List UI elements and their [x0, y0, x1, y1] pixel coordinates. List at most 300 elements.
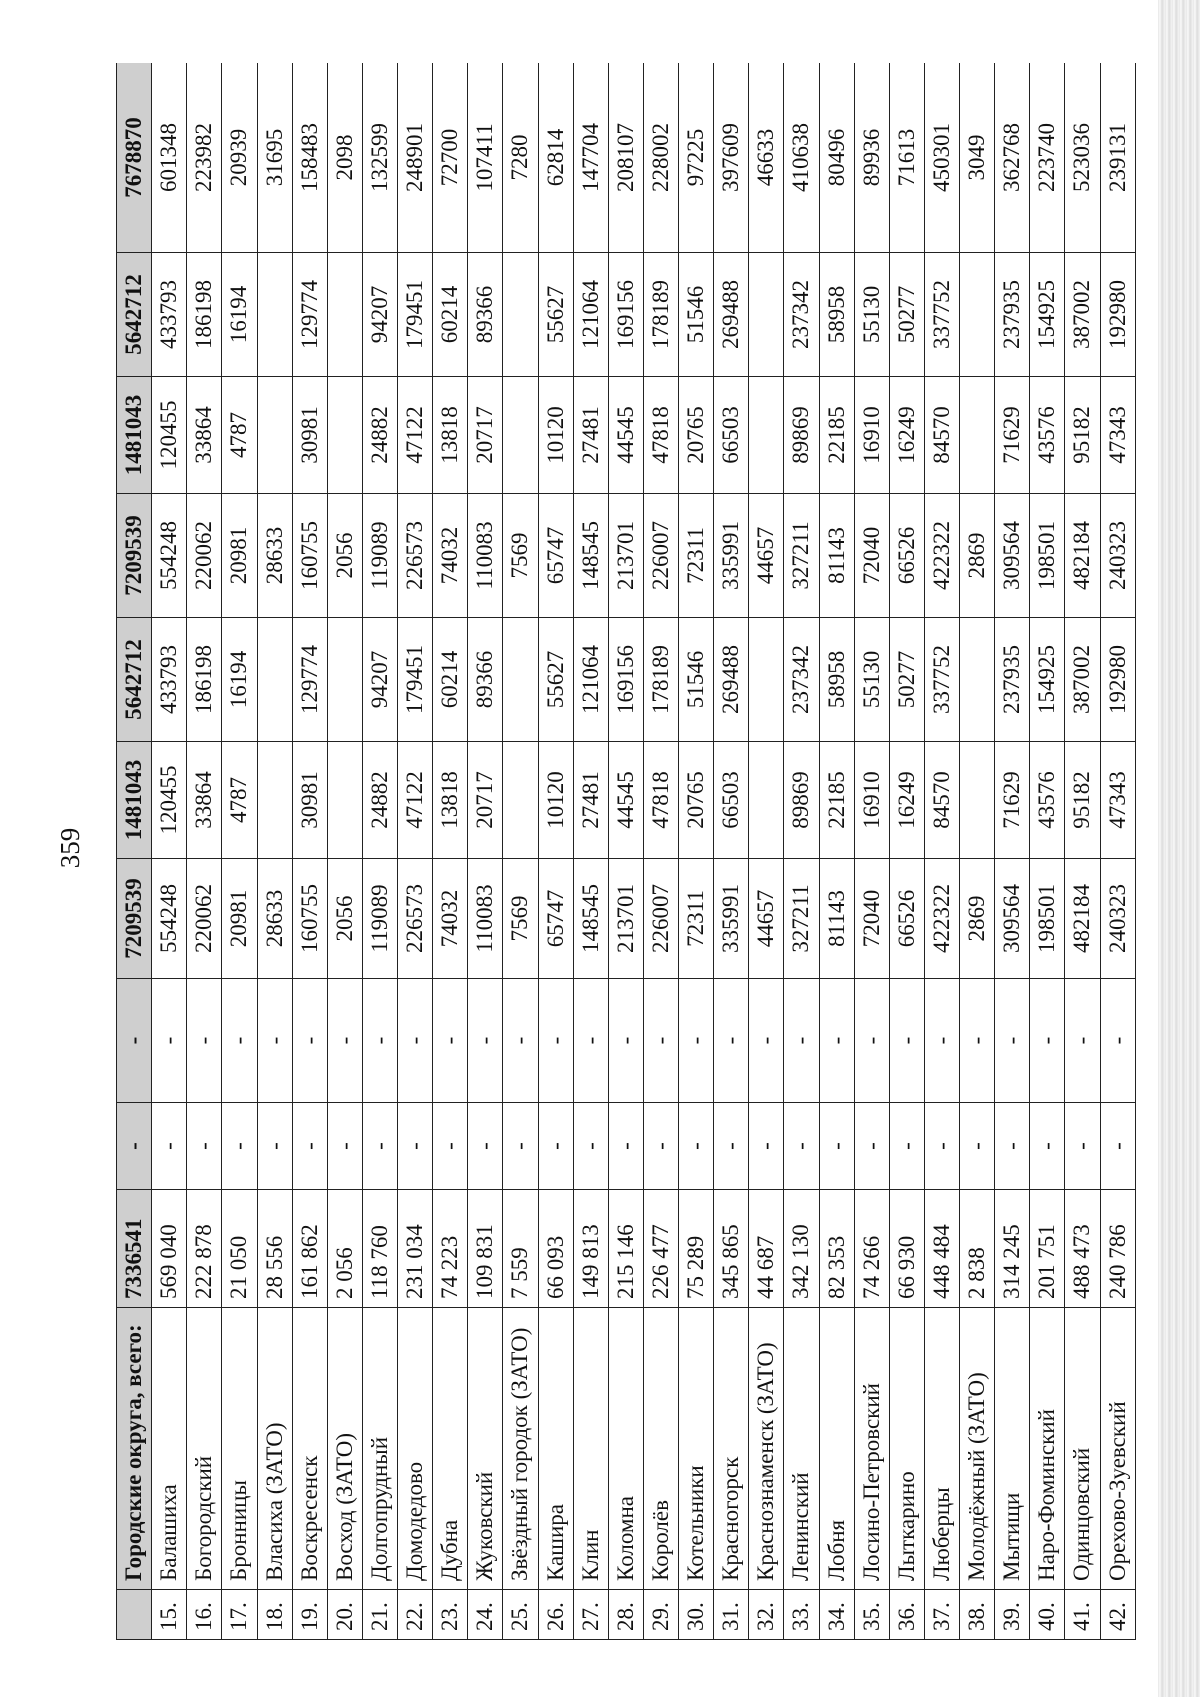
district-name: Власиха (ЗАТО)	[257, 1308, 292, 1590]
district-name: Балашиха	[152, 1308, 187, 1590]
table-row	[889, 63, 924, 1640]
dash-cell: -	[222, 1103, 257, 1190]
district-name: Воскресенск	[292, 1308, 327, 1590]
row-number: 40.	[1030, 1590, 1065, 1640]
value-cell: 2056	[327, 859, 362, 979]
dash-cell: -	[398, 979, 433, 1103]
dash-cell: -	[960, 979, 995, 1103]
population: 222 878	[187, 1190, 222, 1308]
dash-cell: -	[327, 1103, 362, 1190]
dash-cell: -	[152, 979, 187, 1103]
dash-cell: -	[819, 1103, 854, 1190]
value-cell: 208107	[608, 63, 643, 253]
value-cell: 28633	[257, 494, 292, 618]
value-cell: 179451	[398, 253, 433, 377]
value-cell	[960, 377, 995, 494]
value-cell: 50277	[889, 618, 924, 742]
dash-cell: -	[854, 1103, 889, 1190]
value-cell: 248901	[398, 63, 433, 253]
value-cell: 27481	[573, 377, 608, 494]
value-cell: 20717	[468, 377, 503, 494]
value-cell: 213701	[608, 859, 643, 979]
dash-cell: -	[573, 979, 608, 1103]
row-number: 41.	[1065, 1590, 1100, 1640]
value-cell: 223982	[187, 63, 222, 253]
value-cell: 28633	[257, 859, 292, 979]
population: 7 559	[503, 1190, 538, 1308]
value-cell: 362768	[995, 63, 1030, 253]
district-name: Коломна	[608, 1308, 643, 1590]
dash-cell: -	[152, 1103, 187, 1190]
header-cell-value: 1481043	[117, 377, 152, 494]
dash-cell: -	[398, 1103, 433, 1190]
value-cell: 30981	[292, 377, 327, 494]
value-cell: 58958	[819, 253, 854, 377]
dash-cell: -	[1030, 979, 1065, 1103]
district-name: Восход (ЗАТО)	[327, 1308, 362, 1590]
value-cell: 84570	[924, 377, 959, 494]
table-row	[573, 63, 608, 1640]
population: 21 050	[222, 1190, 257, 1308]
value-cell: 22185	[819, 377, 854, 494]
value-cell: 16194	[222, 253, 257, 377]
table-row	[398, 63, 433, 1640]
value-cell: 198501	[1030, 859, 1065, 979]
value-cell	[749, 377, 784, 494]
district-name: Долгопрудный	[362, 1308, 397, 1590]
table-row	[749, 63, 784, 1640]
dash-cell: -	[362, 1103, 397, 1190]
value-cell: 44657	[749, 859, 784, 979]
value-cell: 178189	[643, 618, 678, 742]
population: 215 146	[608, 1190, 643, 1308]
value-cell: 3049	[960, 63, 995, 253]
value-cell: 16910	[854, 377, 889, 494]
district-name: Королёв	[643, 1308, 678, 1590]
value-cell: 129774	[292, 618, 327, 742]
value-cell: 554248	[152, 859, 187, 979]
row-number: 19.	[292, 1590, 327, 1640]
value-cell: 450301	[924, 63, 959, 253]
value-cell: 7280	[503, 63, 538, 253]
value-cell	[503, 377, 538, 494]
value-cell: 148545	[573, 859, 608, 979]
table-row	[538, 63, 573, 1640]
value-cell: 213701	[608, 494, 643, 618]
dash-cell: -	[1100, 1103, 1136, 1190]
dash-cell: -	[187, 979, 222, 1103]
value-cell: 147704	[573, 63, 608, 253]
value-cell: 2098	[327, 63, 362, 253]
header-cell-num	[117, 1590, 152, 1640]
value-cell: 20981	[222, 494, 257, 618]
value-cell: 81143	[819, 859, 854, 979]
value-cell: 223740	[1030, 63, 1065, 253]
population: 226 477	[643, 1190, 678, 1308]
row-number: 22.	[398, 1590, 433, 1640]
table-row	[819, 63, 854, 1640]
value-cell: 27481	[573, 742, 608, 859]
row-number: 23.	[433, 1590, 468, 1640]
population: 448 484	[924, 1190, 959, 1308]
value-cell: 51546	[679, 618, 714, 742]
value-cell: 10120	[538, 377, 573, 494]
header-cell-total: 7336541	[117, 1190, 152, 1308]
district-name: Жуковский	[468, 1308, 503, 1590]
value-cell	[503, 253, 538, 377]
district-name: Дубна	[433, 1308, 468, 1590]
value-cell: 13818	[433, 377, 468, 494]
population: 201 751	[1030, 1190, 1065, 1308]
value-cell: 335991	[714, 859, 749, 979]
value-cell: 30981	[292, 742, 327, 859]
dash-cell: -	[257, 1103, 292, 1190]
table-row	[784, 63, 819, 1640]
value-cell: 74032	[433, 494, 468, 618]
population: 74 266	[854, 1190, 889, 1308]
dash-cell: -	[749, 979, 784, 1103]
dash-cell: -	[679, 979, 714, 1103]
population: 44 687	[749, 1190, 784, 1308]
value-cell: 95182	[1065, 742, 1100, 859]
dash-cell: -	[468, 979, 503, 1103]
dash-cell: -	[608, 979, 643, 1103]
row-number: 28.	[608, 1590, 643, 1640]
value-cell: 31695	[257, 63, 292, 253]
value-cell: 65747	[538, 494, 573, 618]
population: 75 289	[679, 1190, 714, 1308]
value-cell: 482184	[1065, 494, 1100, 618]
value-cell: 55130	[854, 253, 889, 377]
value-cell: 72040	[854, 494, 889, 618]
dash-cell: -	[960, 1103, 995, 1190]
dash-cell: -	[222, 979, 257, 1103]
value-cell: 129774	[292, 253, 327, 377]
value-cell: 226573	[398, 859, 433, 979]
header-cell-dash: -	[117, 1103, 152, 1190]
row-number: 27.	[573, 1590, 608, 1640]
value-cell: 65747	[538, 859, 573, 979]
value-cell: 89869	[784, 377, 819, 494]
value-cell: 119089	[362, 859, 397, 979]
value-cell: 47343	[1100, 742, 1136, 859]
dash-cell: -	[714, 979, 749, 1103]
value-cell: 119089	[362, 494, 397, 618]
value-cell: 72311	[679, 859, 714, 979]
row-number: 42.	[1100, 1590, 1136, 1640]
population: 149 813	[573, 1190, 608, 1308]
district-name: Одинцовский	[1065, 1308, 1100, 1590]
dash-cell: -	[433, 979, 468, 1103]
value-cell: 20981	[222, 859, 257, 979]
value-cell: 422322	[924, 859, 959, 979]
value-cell: 16249	[889, 742, 924, 859]
header-row	[117, 63, 152, 1640]
dash-cell: -	[749, 1103, 784, 1190]
dash-cell: -	[1030, 1103, 1065, 1190]
value-cell: 71629	[995, 377, 1030, 494]
value-cell: 169156	[608, 253, 643, 377]
header-cell-value: 5642712	[117, 618, 152, 742]
table-row	[643, 63, 678, 1640]
value-cell: 72700	[433, 63, 468, 253]
district-name: Домодедово	[398, 1308, 433, 1590]
row-number: 26.	[538, 1590, 573, 1640]
row-number: 35.	[854, 1590, 889, 1640]
district-name: Лосино-Петровский	[854, 1308, 889, 1590]
value-cell: 72040	[854, 859, 889, 979]
row-number: 18.	[257, 1590, 292, 1640]
district-name: Орехово-Зуевский	[1100, 1308, 1136, 1590]
value-cell	[327, 618, 362, 742]
table-row	[362, 63, 397, 1640]
population: 2 838	[960, 1190, 995, 1308]
dash-cell: -	[854, 979, 889, 1103]
dash-cell: -	[362, 979, 397, 1103]
dash-cell: -	[643, 979, 678, 1103]
dash-cell: -	[924, 1103, 959, 1190]
value-cell: 66503	[714, 742, 749, 859]
value-cell: 60214	[433, 618, 468, 742]
population: 342 130	[784, 1190, 819, 1308]
row-number: 29.	[643, 1590, 678, 1640]
table-row	[714, 63, 749, 1640]
value-cell: 226007	[643, 859, 678, 979]
row-number: 33.	[784, 1590, 819, 1640]
value-cell: 97225	[679, 63, 714, 253]
value-cell: 179451	[398, 618, 433, 742]
value-cell	[257, 618, 292, 742]
value-cell: 33864	[187, 742, 222, 859]
row-number: 15.	[152, 1590, 187, 1640]
district-name: Клин	[573, 1308, 608, 1590]
table-row	[433, 63, 468, 1640]
value-cell: 47122	[398, 742, 433, 859]
value-cell	[327, 742, 362, 859]
value-cell: 554248	[152, 494, 187, 618]
value-cell: 228002	[643, 63, 678, 253]
value-cell: 309564	[995, 494, 1030, 618]
dash-cell: -	[995, 979, 1030, 1103]
dash-cell: -	[433, 1103, 468, 1190]
value-cell: 44545	[608, 377, 643, 494]
value-cell: 7569	[503, 859, 538, 979]
value-cell: 55627	[538, 253, 573, 377]
value-cell	[749, 253, 784, 377]
district-name: Кашира	[538, 1308, 573, 1590]
district-name: Красногорск	[714, 1308, 749, 1590]
value-cell: 337752	[924, 253, 959, 377]
value-cell: 7569	[503, 494, 538, 618]
value-cell: 198501	[1030, 494, 1065, 618]
value-cell: 121064	[573, 253, 608, 377]
value-cell: 160755	[292, 494, 327, 618]
value-cell	[749, 742, 784, 859]
value-cell: 226007	[643, 494, 678, 618]
population: 82 353	[819, 1190, 854, 1308]
value-cell	[257, 377, 292, 494]
value-cell: 148545	[573, 494, 608, 618]
population: 2 056	[327, 1190, 362, 1308]
table-row	[503, 63, 538, 1640]
value-cell: 158483	[292, 63, 327, 253]
row-number: 36.	[889, 1590, 924, 1640]
dash-cell: -	[679, 1103, 714, 1190]
value-cell: 309564	[995, 859, 1030, 979]
row-number: 38.	[960, 1590, 995, 1640]
dash-cell: -	[503, 979, 538, 1103]
value-cell: 84570	[924, 742, 959, 859]
value-cell: 433793	[152, 618, 187, 742]
dash-cell: -	[292, 1103, 327, 1190]
value-cell: 94207	[362, 618, 397, 742]
table-row	[468, 63, 503, 1640]
value-cell: 237935	[995, 618, 1030, 742]
value-cell: 335991	[714, 494, 749, 618]
value-cell: 47122	[398, 377, 433, 494]
value-cell: 482184	[1065, 859, 1100, 979]
row-number: 30.	[679, 1590, 714, 1640]
value-cell: 327211	[784, 859, 819, 979]
district-name: Наро-Фоминский	[1030, 1308, 1065, 1590]
value-cell: 4787	[222, 742, 257, 859]
value-cell	[960, 742, 995, 859]
row-number: 17.	[222, 1590, 257, 1640]
population: 569 040	[152, 1190, 187, 1308]
value-cell: 397609	[714, 63, 749, 253]
value-cell: 51546	[679, 253, 714, 377]
value-cell	[960, 253, 995, 377]
header-cell-value: 7209539	[117, 494, 152, 618]
value-cell: 46633	[749, 63, 784, 253]
value-cell: 89366	[468, 618, 503, 742]
dash-cell: -	[1065, 979, 1100, 1103]
value-cell: 337752	[924, 618, 959, 742]
value-cell: 107411	[468, 63, 503, 253]
value-cell: 20717	[468, 742, 503, 859]
district-name: Люберцы	[924, 1308, 959, 1590]
table-row	[608, 63, 643, 1640]
row-number: 34.	[819, 1590, 854, 1640]
population: 231 034	[398, 1190, 433, 1308]
dash-cell: -	[889, 1103, 924, 1190]
value-cell	[749, 618, 784, 742]
value-cell: 33864	[187, 377, 222, 494]
district-name: Лобня	[819, 1308, 854, 1590]
value-cell: 120455	[152, 377, 187, 494]
dash-cell: -	[784, 1103, 819, 1190]
dash-cell: -	[187, 1103, 222, 1190]
value-cell: 71629	[995, 742, 1030, 859]
value-cell: 110083	[468, 494, 503, 618]
dash-cell: -	[889, 979, 924, 1103]
value-cell: 62814	[538, 63, 573, 253]
value-cell: 220062	[187, 859, 222, 979]
population-table	[116, 63, 1136, 1640]
value-cell: 47343	[1100, 377, 1136, 494]
dash-cell: -	[538, 1103, 573, 1190]
population: 314 245	[995, 1190, 1030, 1308]
value-cell: 16249	[889, 377, 924, 494]
value-cell: 178189	[643, 253, 678, 377]
population: 488 473	[1065, 1190, 1100, 1308]
district-name: Бронницы	[222, 1308, 257, 1590]
dash-cell: -	[784, 979, 819, 1103]
header-cell-value: 1481043	[117, 742, 152, 859]
value-cell: 269488	[714, 618, 749, 742]
population: 240 786	[1100, 1190, 1136, 1308]
table-row	[327, 63, 362, 1640]
district-name: Звёздный городок (ЗАТО)	[503, 1308, 538, 1590]
value-cell: 523036	[1065, 63, 1100, 253]
district-name: Лыткарино	[889, 1308, 924, 1590]
row-number: 31.	[714, 1590, 749, 1640]
value-cell: 2056	[327, 494, 362, 618]
table-row	[1030, 63, 1065, 1640]
header-cell-value: 7209539	[117, 859, 152, 979]
value-cell: 132599	[362, 63, 397, 253]
population: 161 862	[292, 1190, 327, 1308]
row-number: 39.	[995, 1590, 1030, 1640]
district-name: Краснознаменск (ЗАТО)	[749, 1308, 784, 1590]
value-cell: 47818	[643, 377, 678, 494]
dash-cell: -	[1100, 979, 1136, 1103]
dash-cell: -	[503, 1103, 538, 1190]
value-cell: 121064	[573, 618, 608, 742]
value-cell: 410638	[784, 63, 819, 253]
header-cell-value: 5642712	[117, 253, 152, 377]
table-row	[257, 63, 292, 1640]
value-cell: 43576	[1030, 377, 1065, 494]
value-cell: 4787	[222, 377, 257, 494]
value-cell: 66503	[714, 377, 749, 494]
value-cell	[327, 377, 362, 494]
district-name: Ленинский	[784, 1308, 819, 1590]
dash-cell: -	[995, 1103, 1030, 1190]
value-cell: 13818	[433, 742, 468, 859]
district-name: Богородский	[187, 1308, 222, 1590]
value-cell: 327211	[784, 494, 819, 618]
population: 74 223	[433, 1190, 468, 1308]
value-cell: 120455	[152, 742, 187, 859]
table-row	[1065, 63, 1100, 1640]
population: 66 093	[538, 1190, 573, 1308]
district-name: Котельники	[679, 1308, 714, 1590]
table-row	[854, 63, 889, 1640]
value-cell: 55627	[538, 618, 573, 742]
value-cell: 81143	[819, 494, 854, 618]
dash-cell: -	[327, 979, 362, 1103]
value-cell: 220062	[187, 494, 222, 618]
header-cell-value: 7678870	[117, 63, 152, 253]
dash-cell: -	[714, 1103, 749, 1190]
row-number: 16.	[187, 1590, 222, 1640]
value-cell: 89366	[468, 253, 503, 377]
district-name: Мытищи	[995, 1308, 1030, 1590]
population: 345 865	[714, 1190, 749, 1308]
value-cell: 433793	[152, 253, 187, 377]
value-cell: 422322	[924, 494, 959, 618]
row-number: 37.	[924, 1590, 959, 1640]
value-cell: 160755	[292, 859, 327, 979]
value-cell: 80496	[819, 63, 854, 253]
value-cell: 24882	[362, 377, 397, 494]
header-cell-dash: -	[117, 979, 152, 1103]
value-cell: 2869	[960, 494, 995, 618]
population: 66 930	[889, 1190, 924, 1308]
value-cell	[960, 618, 995, 742]
table-row	[924, 63, 959, 1640]
